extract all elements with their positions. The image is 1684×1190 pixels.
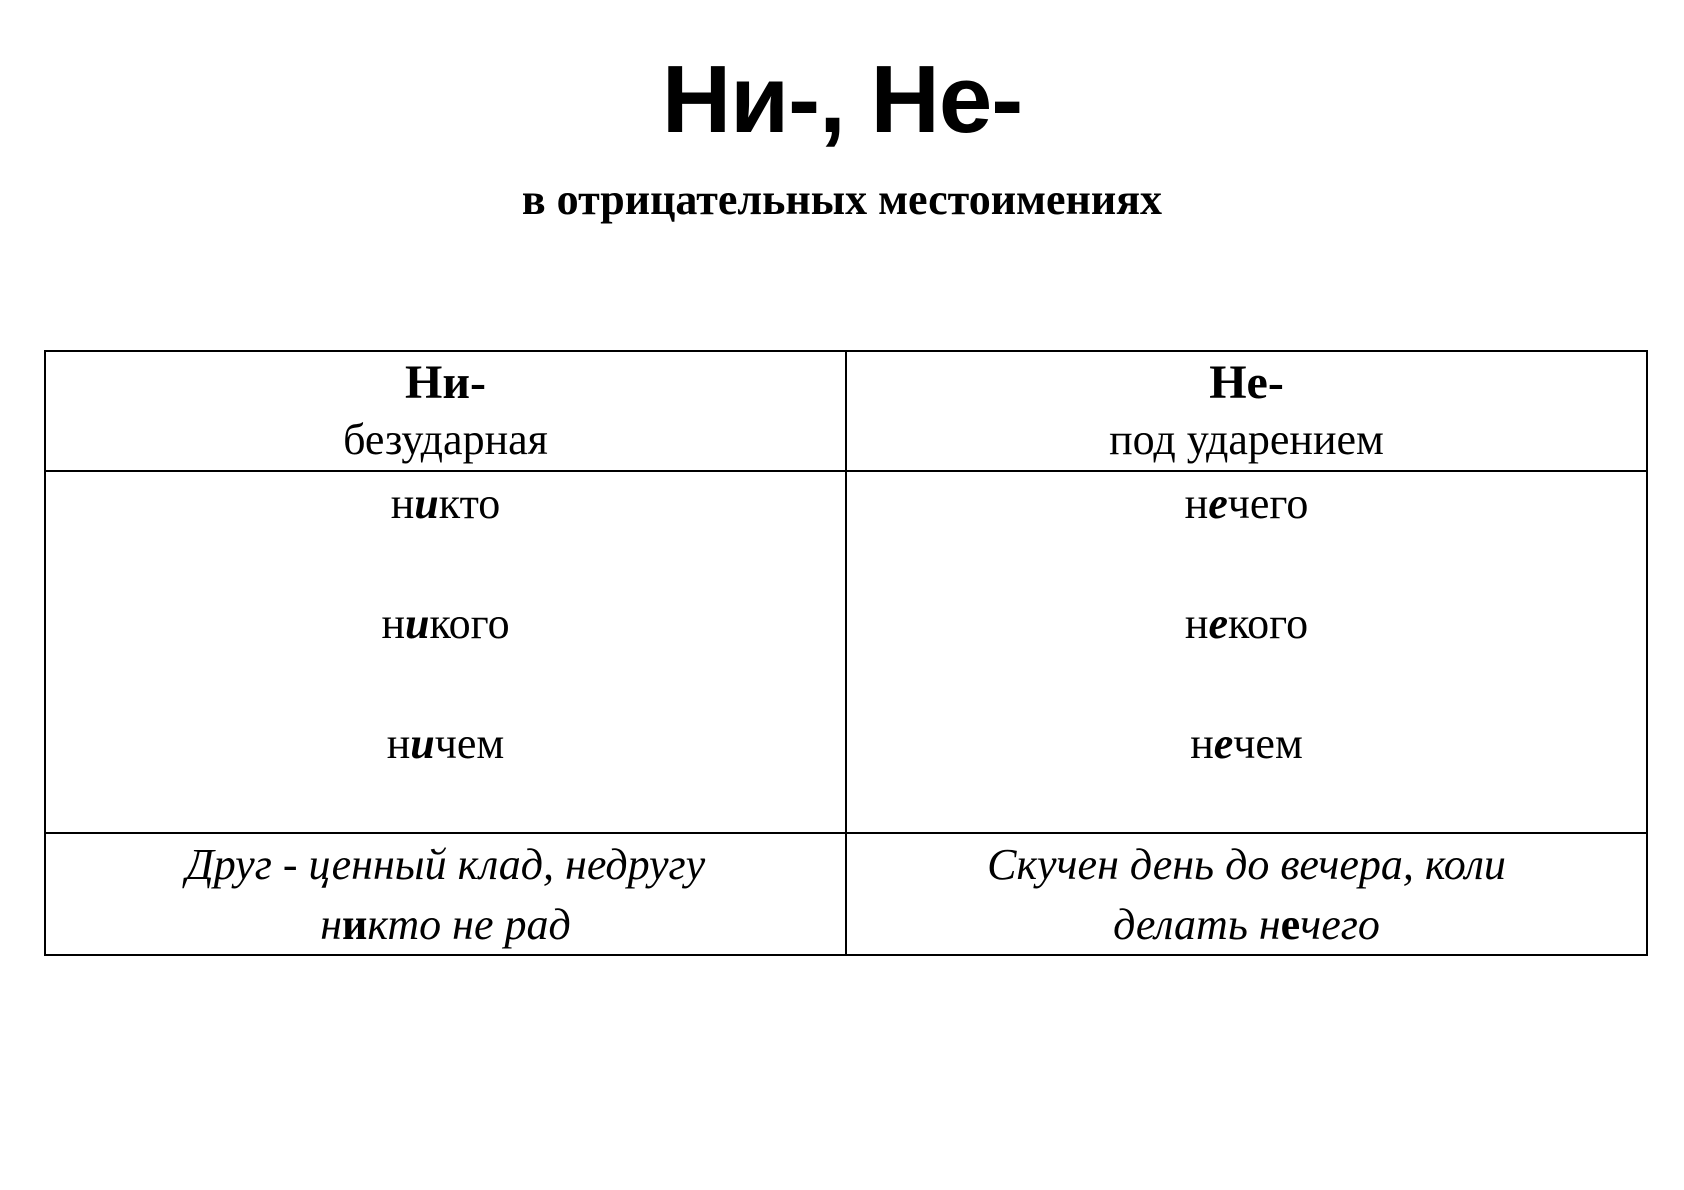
proverb-ne bbox=[846, 833, 1647, 955]
column-subheading: безударная bbox=[343, 415, 548, 464]
page-subtitle: в отрицательных местоимениях bbox=[521, 175, 1163, 224]
proverb-ni bbox=[45, 833, 846, 955]
words-list-ni bbox=[45, 471, 846, 833]
column-heading: Ни- bbox=[405, 356, 486, 409]
header-row bbox=[45, 351, 1647, 471]
example-word: никто bbox=[390, 479, 501, 528]
example-word: никого bbox=[381, 599, 510, 648]
stressed-letter: и bbox=[342, 900, 368, 949]
stressed-letter: и bbox=[410, 719, 435, 768]
rules-table bbox=[44, 350, 1648, 956]
proverb-line: делать нечего bbox=[1113, 900, 1380, 949]
proverb-line: никто не рад bbox=[320, 900, 571, 949]
example-word: нечем bbox=[1190, 719, 1303, 768]
example-word: ничем bbox=[386, 719, 505, 768]
proverb-line: Друг - ценный клад, недругу bbox=[185, 840, 706, 889]
column-subheading: под ударением bbox=[1109, 415, 1384, 464]
stressed-letter: е bbox=[1213, 719, 1234, 768]
example-word: некого bbox=[1184, 599, 1309, 648]
words-row bbox=[45, 471, 1647, 833]
words-list-ne bbox=[846, 471, 1647, 833]
stressed-letter: е bbox=[1280, 900, 1301, 949]
stressed-letter: и bbox=[414, 479, 439, 528]
column-header-ni bbox=[45, 351, 846, 471]
stressed-letter: е bbox=[1208, 599, 1228, 648]
stressed-letter: е bbox=[1208, 479, 1228, 528]
column-heading: Не- bbox=[1209, 356, 1284, 409]
proverb-row bbox=[45, 833, 1647, 955]
stressed-letter: и bbox=[404, 599, 430, 648]
proverb-line: Скучен день до вечера, коли bbox=[987, 840, 1506, 889]
page-title: Ни-, Не- bbox=[661, 46, 1023, 153]
example-word: нечего bbox=[1184, 479, 1309, 528]
column-header-ne bbox=[846, 351, 1647, 471]
